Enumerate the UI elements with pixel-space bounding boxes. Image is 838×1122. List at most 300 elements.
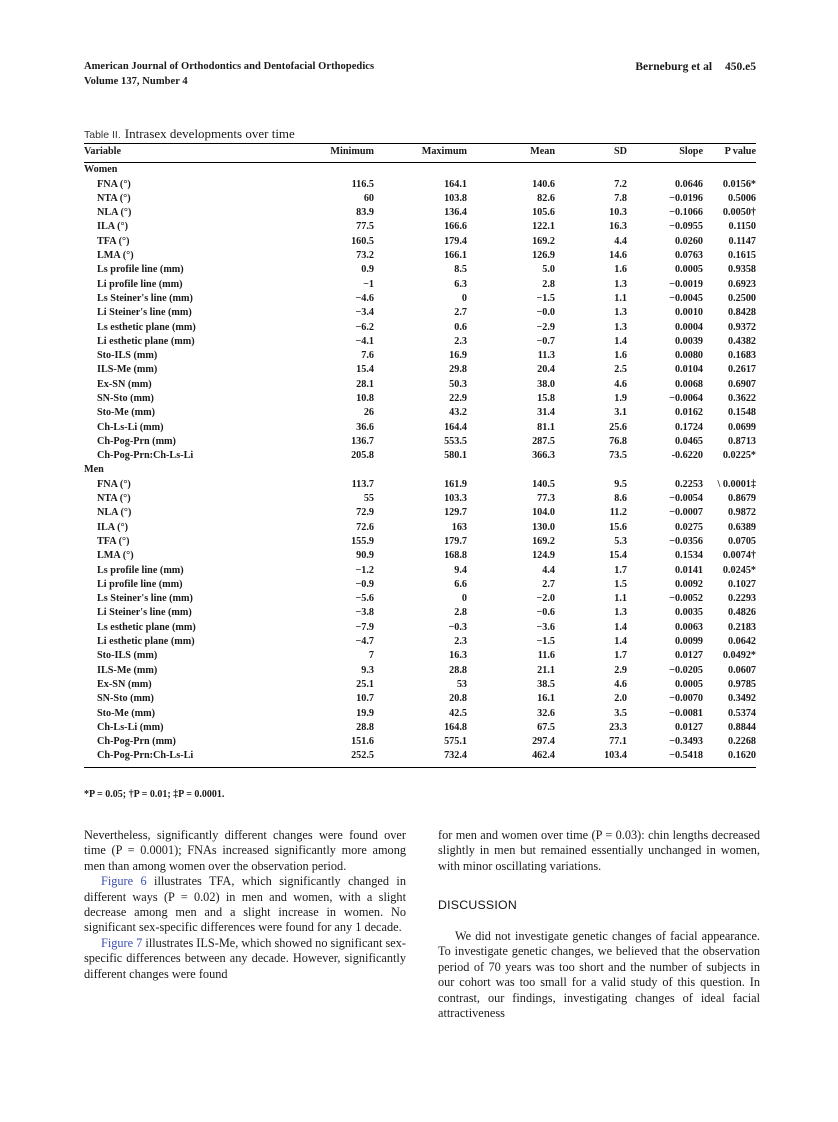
cell-p-value: 0.0642 [727, 636, 756, 648]
cell-p-value: 0.0156* [722, 178, 756, 190]
cell-sd: 4.4 [614, 235, 627, 247]
cell-mean: −2.0 [536, 593, 555, 605]
cell-minimum: −7.9 [355, 621, 374, 633]
cell-sd: 23.3 [609, 721, 627, 733]
table-row [84, 549, 756, 563]
cell-slope [627, 163, 703, 178]
cell-p-value: 0.5374 [727, 707, 756, 719]
cell-mean: 287.5 [532, 435, 555, 447]
cell-p-value: 0.6389 [727, 521, 756, 533]
cell-sd: 5.3 [614, 535, 627, 547]
cell-minimum: 73.2 [356, 250, 374, 262]
cell-sd: 1.7 [614, 564, 627, 576]
cell-variable: NLA (°) [97, 207, 132, 219]
cell-variable: FNA (°) [97, 178, 131, 190]
table-row [84, 706, 756, 720]
cell-slope: −0.0045 [669, 292, 703, 304]
column-header-p-value: P value [703, 144, 756, 163]
cell-minimum: 136.7 [351, 435, 374, 447]
cell-sd: 1.4 [614, 636, 627, 648]
cell-maximum: 22.9 [449, 393, 467, 404]
cell-p-value: 0.0074† [722, 550, 756, 562]
table-footnote: *P = 0.05; †P = 0.01; ‡P = 0.0001. [84, 789, 225, 800]
cell-slope: 0.0039 [674, 335, 703, 347]
cell-maximum: 2.3 [454, 335, 467, 347]
cell-minimum [284, 163, 374, 178]
cell-variable: Women [84, 164, 118, 176]
cell-variable: Ls esthetic plane (mm) [97, 621, 196, 633]
cell-minimum: 155.9 [351, 535, 374, 547]
cell-sd: 4.6 [614, 678, 627, 690]
cell-maximum: 28.8 [449, 664, 467, 676]
cell-variable: LMA (°) [97, 250, 134, 262]
cell-sd: 7.2 [614, 178, 627, 190]
table-body [84, 163, 756, 764]
cell-minimum: 55 [363, 493, 374, 505]
table-row [84, 664, 756, 678]
table-header [84, 144, 756, 163]
cell-p-value: 0.0225* [722, 450, 756, 462]
figure-7-link[interactable]: Figure 7 [101, 935, 143, 950]
cell-p-value: 0.4826 [727, 607, 756, 619]
cell-slope: 0.0099 [674, 636, 703, 648]
cell-variable: Ch-Pog-Prn (mm) [97, 736, 176, 748]
cell-variable: SN-Sto (mm) [97, 693, 154, 705]
cell-mean: 140.5 [532, 478, 555, 490]
cell-minimum: 19.9 [356, 707, 374, 719]
cell-mean: 105.6 [532, 207, 555, 219]
cell-p-value: 0.2293 [727, 593, 756, 605]
cell-maximum: 43.2 [449, 407, 467, 419]
cell-slope: -0.6220 [671, 450, 703, 462]
cell-variable: Ex-SN (mm) [97, 378, 152, 390]
paragraph-figure7 [84, 936, 406, 982]
cell-slope: 0.0275 [674, 521, 703, 533]
cell-sd: 1.9 [614, 393, 627, 404]
cell-maximum [374, 163, 467, 178]
cell-mean: −0.6 [536, 607, 555, 619]
table-title: Intrasex developments over time [124, 126, 295, 141]
column-header-mean: Mean [467, 144, 555, 163]
cell-p-value: 0.8713 [727, 435, 756, 447]
journal-volume: Volume 137, Number 4 [84, 75, 188, 87]
running-head [84, 60, 756, 89]
cell-mean: 67.5 [537, 721, 555, 733]
cell-mean: 11.6 [537, 650, 555, 662]
cell-slope: 0.0092 [674, 578, 703, 590]
cell-mean: 20.4 [537, 364, 555, 376]
table-row [84, 306, 756, 320]
cell-mean: 31.4 [537, 407, 555, 419]
cell-mean: 38.0 [537, 378, 555, 390]
cell-slope: −0.0054 [669, 493, 703, 505]
cell-maximum: 0 [461, 593, 467, 605]
cell-sd: 1.3 [614, 321, 627, 333]
cell-maximum: 580.1 [444, 450, 467, 462]
cell-minimum: 28.8 [356, 721, 374, 733]
cell-minimum: 90.9 [356, 550, 374, 562]
cell-minimum: 7 [368, 650, 374, 662]
cell-p-value: 0.9785 [727, 678, 756, 690]
cell-mean: 16.1 [537, 693, 555, 705]
cell-maximum: 179.7 [444, 535, 467, 547]
cell-p-value: 0.2183 [727, 621, 756, 633]
cell-slope: 0.0035 [674, 607, 703, 619]
cell-variable: NTA (°) [97, 493, 131, 505]
cell-slope: 0.0465 [674, 435, 703, 447]
cell-variable: Ls profile line (mm) [97, 564, 184, 576]
table-container [84, 143, 756, 768]
cell-minimum: 25.1 [356, 678, 374, 690]
table-row [84, 649, 756, 663]
cell-slope: 0.0068 [674, 378, 703, 390]
cell-sd: 1.5 [614, 578, 627, 590]
cell-mean: 11.3 [537, 350, 555, 362]
cell-slope: −0.0356 [669, 535, 703, 547]
cell-sd [555, 163, 627, 178]
cell-sd: 2.9 [614, 664, 627, 676]
cell-variable: Ch-Ls-Li (mm) [97, 421, 164, 433]
table-row [84, 206, 756, 220]
cell-mean: 140.6 [532, 178, 555, 190]
table-label: Table II. [84, 129, 121, 141]
cell-sd: 73.5 [609, 450, 627, 462]
cell-maximum: 161.9 [444, 478, 467, 490]
cell-minimum: −4.1 [355, 335, 374, 347]
cell-maximum: 103.8 [444, 192, 467, 204]
cell-slope: 0.1534 [674, 550, 703, 562]
table-row [84, 721, 756, 735]
cell-minimum: 252.5 [351, 750, 374, 762]
table-row [84, 249, 756, 263]
cell-sd: 2.0 [614, 693, 627, 705]
cell-slope: 0.0127 [674, 721, 703, 733]
cell-minimum: 83.9 [356, 207, 374, 219]
figure-6-link[interactable]: Figure 6 [101, 874, 147, 889]
cell-p-value: 0.2617 [727, 364, 756, 376]
cell-p-value: 0.0699 [727, 421, 756, 433]
cell-variable: Men [84, 464, 104, 476]
cell-mean: 130.0 [532, 521, 555, 533]
cell-sd: 1.6 [614, 264, 627, 276]
cell-minimum: 72.9 [356, 507, 374, 519]
cell-slope: −0.3493 [669, 736, 703, 748]
cell-variable: Sto-ILS (mm) [97, 650, 158, 662]
cell-variable: NTA (°) [97, 192, 131, 204]
cell-maximum: 163 [451, 521, 467, 533]
table-row [84, 521, 756, 535]
cell-sd: 103.4 [604, 750, 627, 762]
cell-mean: −0.0 [536, 307, 555, 319]
cell-maximum: 6.3 [454, 278, 467, 290]
cell-minimum: −4.6 [355, 292, 374, 304]
cell-slope: −0.0955 [669, 221, 703, 233]
cell-slope: 0.0162 [674, 407, 703, 419]
cell-minimum: 7.6 [361, 350, 374, 362]
table-row [84, 320, 756, 334]
table-row [84, 564, 756, 578]
column-header-slope: Slope [627, 144, 703, 163]
cell-p-value: 0.6923 [727, 278, 756, 290]
table-row [84, 749, 756, 763]
table-row [84, 278, 756, 292]
cell-slope: −0.0196 [669, 192, 703, 204]
cell-maximum: 20.8 [449, 693, 467, 705]
cell-maximum: 42.5 [449, 707, 467, 719]
cell-p-value: 0.1620 [727, 750, 756, 762]
cell-minimum: 10.7 [356, 693, 374, 705]
cell-sd: 1.7 [614, 650, 627, 662]
cell-maximum: 164.8 [444, 721, 467, 733]
cell-p-value [703, 463, 756, 477]
cell-maximum: 166.6 [444, 221, 467, 233]
cell-maximum: 8.5 [454, 264, 467, 276]
cell-p-value: 0.0050† [722, 207, 756, 219]
cell-slope: 0.0141 [674, 564, 703, 576]
cell-variable: LMA (°) [97, 550, 134, 562]
table-row [84, 678, 756, 692]
body-columns [84, 828, 760, 1021]
cell-variable: SN-Sto (mm) [97, 393, 154, 404]
right-column [438, 828, 760, 1021]
table-row [84, 578, 756, 592]
cell-sd: 3.5 [614, 707, 627, 719]
cell-mean: −2.9 [536, 321, 555, 333]
cell-minimum: 0.9 [361, 264, 374, 276]
cell-mean: 2.8 [542, 278, 555, 290]
cell-slope: 0.0080 [674, 350, 703, 362]
cell-slope: −0.0070 [669, 693, 703, 705]
cell-p-value: 0.8844 [727, 721, 756, 733]
cell-mean: 169.2 [532, 235, 555, 247]
paragraph-nevertheless: Nevertheless, significantly different changes were found over time (P = 0.0001); FNAs increased significantly more among men than among women over the observation period. [84, 828, 406, 873]
table-row [84, 621, 756, 635]
cell-maximum: 553.5 [444, 435, 467, 447]
cell-maximum: 168.8 [444, 550, 467, 562]
table-row [84, 435, 756, 449]
cell-maximum: 50.3 [449, 378, 467, 390]
paragraph-spacer [438, 914, 760, 929]
cell-sd: 7.8 [614, 192, 627, 204]
cell-maximum: 136.4 [444, 207, 467, 219]
cell-minimum: 10.8 [356, 393, 374, 404]
table-row [84, 406, 756, 420]
cell-mean: 81.1 [537, 421, 555, 433]
cell-sd: 16.3 [609, 221, 627, 233]
cell-variable: FNA (°) [97, 478, 131, 490]
column-header-variable: Variable [84, 144, 284, 163]
table-row [84, 635, 756, 649]
cell-slope: 0.0010 [674, 307, 703, 319]
cell-sd: 11.2 [609, 507, 627, 519]
table-row [84, 735, 756, 749]
cell-sd: 25.6 [609, 421, 627, 433]
cell-p-value: 0.1027 [727, 578, 756, 590]
table-row [84, 535, 756, 549]
cell-mean: −1.5 [536, 292, 555, 304]
cell-variable: Ls Steiner's line (mm) [97, 292, 193, 304]
table-header-row [84, 144, 756, 163]
cell-variable: ILS-Me (mm) [97, 664, 158, 676]
cell-variable: TFA (°) [97, 235, 130, 247]
section-heading-discussion: DISCUSSION [438, 898, 517, 913]
cell-mean [467, 463, 555, 477]
cell-maximum: 53 [456, 678, 467, 690]
cell-slope: −0.1066 [669, 207, 703, 219]
cell-slope: −0.0019 [669, 278, 703, 290]
table-row [84, 263, 756, 277]
cell-mean: 297.4 [532, 736, 555, 748]
cell-mean: 366.3 [532, 450, 555, 462]
cell-mean: 104.0 [532, 507, 555, 519]
cell-maximum: 16.3 [449, 650, 467, 662]
cell-sd: 8.6 [614, 493, 627, 505]
table-group-row [84, 163, 756, 178]
table-bottom-rule [84, 767, 756, 768]
journal-name: American Journal of Orthodontics and Dentofacial Orthopedics [84, 61, 375, 72]
cell-minimum: −5.6 [355, 593, 374, 605]
paragraph-discussion-1: We did not investigate genetic changes of facial appearance. To investigate genetic changes, we believed that the observation period of 70 years was too short and the number of subjects in our cohort was too small for a valid study of this question. In contrast, our findings, investigating changes of ideal facial attractiveness [438, 929, 760, 1021]
cell-minimum: −0.9 [355, 578, 374, 590]
cell-variable: Li profile line (mm) [97, 578, 183, 590]
cell-variable: Li profile line (mm) [97, 278, 183, 290]
cell-p-value: 0.9872 [727, 507, 756, 519]
cell-minimum: 205.8 [351, 450, 374, 462]
cell-variable: Ch-Pog-Prn (mm) [97, 435, 176, 447]
cell-mean: 4.4 [542, 564, 555, 576]
cell-sd: 1.1 [614, 292, 627, 304]
cell-slope [627, 463, 703, 477]
cell-p-value: 0.1615 [727, 250, 756, 262]
cell-p-value [703, 163, 756, 178]
cell-minimum: −3.8 [355, 607, 374, 619]
cell-mean: 21.1 [537, 664, 555, 676]
cell-slope: 0.0005 [674, 678, 703, 690]
cell-p-value: 0.3622 [727, 393, 756, 404]
journal-info [84, 60, 374, 89]
cell-slope: 0.0260 [674, 235, 703, 247]
cell-minimum: −4.7 [355, 636, 374, 648]
cell-slope: 0.1724 [674, 421, 703, 433]
cell-p-value: 0.3492 [727, 693, 756, 705]
cell-p-value: 0.1683 [727, 350, 756, 362]
cell-p-value: 0.2500 [727, 292, 756, 304]
cell-variable: ILA (°) [97, 221, 128, 233]
cell-sd: 14.6 [609, 250, 627, 262]
table-caption [84, 125, 756, 143]
table-row [84, 492, 756, 506]
cell-slope: 0.0104 [674, 364, 703, 376]
cell-sd: 1.3 [614, 307, 627, 319]
table-row [84, 178, 756, 192]
cell-maximum: 2.7 [454, 307, 467, 319]
cell-mean: 126.9 [532, 250, 555, 262]
cell-sd: 1.3 [614, 278, 627, 290]
cell-sd: 77.1 [609, 736, 627, 748]
cell-mean: 77.3 [537, 493, 555, 505]
cell-sd: 76.8 [609, 435, 627, 447]
cell-variable: Sto-ILS (mm) [97, 350, 158, 362]
table-row [84, 235, 756, 249]
cell-mean: 462.4 [532, 750, 555, 762]
cell-variable: Ex-SN (mm) [97, 678, 152, 690]
cell-sd: 15.6 [609, 521, 627, 533]
cell-variable: Li esthetic plane (mm) [97, 335, 195, 347]
cell-minimum: 151.6 [351, 736, 374, 748]
cell-sd [555, 463, 627, 477]
cell-maximum: 732.4 [444, 750, 467, 762]
cell-variable: Sto-Me (mm) [97, 407, 155, 419]
paragraph-figure6-text: illustrates TFA, which significantly changed in different ways (P = 0.02) in men and women, with a slight decrease among men and a slight increase in women. No significant sex-specific differences were found for any 1 decade. [84, 874, 406, 935]
paragraph-figure7-text: illustrates ILS-Me, which showed no significant sex-specific differences between any decade. However, significantly different changes were found [84, 935, 407, 981]
cell-sd: 1.4 [614, 621, 627, 633]
table-row [84, 692, 756, 706]
table-row [84, 335, 756, 349]
cell-maximum: 179.4 [444, 235, 467, 247]
cell-variable: ILA (°) [97, 521, 128, 533]
cell-maximum: −0.3 [448, 621, 467, 633]
cell-variable: Ch-Pog-Prn:Ch-Ls-Li [97, 750, 194, 762]
cell-minimum: 72.6 [356, 521, 374, 533]
cell-p-value: \ 0.0001‡ [717, 478, 756, 490]
cell-maximum: 0.6 [454, 321, 467, 333]
cell-p-value: 0.5006 [727, 192, 756, 204]
table-row [84, 392, 756, 406]
column-header-minimum: Minimum [284, 144, 374, 163]
cell-slope: 0.0763 [674, 250, 703, 262]
cell-p-value: 0.1548 [727, 407, 756, 419]
cell-minimum: 26 [363, 407, 374, 419]
cell-mean: 38.5 [537, 678, 555, 690]
cell-p-value: 0.1147 [728, 235, 756, 247]
cell-mean [467, 163, 555, 178]
cell-maximum: 575.1 [444, 736, 467, 748]
cell-minimum: −3.4 [355, 307, 374, 319]
cell-p-value: 0.8679 [727, 493, 756, 505]
cell-maximum: 164.1 [444, 178, 467, 190]
table-row [84, 606, 756, 620]
cell-variable: ILS-Me (mm) [97, 364, 158, 376]
left-column [84, 828, 406, 1021]
cell-minimum: 60 [363, 192, 374, 204]
table-row [84, 592, 756, 606]
cell-p-value: 0.0245* [722, 564, 756, 576]
cell-sd: 1.3 [614, 607, 627, 619]
cell-maximum: 164.4 [444, 421, 467, 433]
cell-minimum: 9.3 [361, 664, 374, 676]
cell-sd: 10.3 [609, 207, 627, 219]
cell-minimum: −6.2 [355, 321, 374, 333]
cell-p-value: 0.0607 [727, 664, 756, 676]
cell-maximum: 0 [461, 292, 467, 304]
cell-mean: 169.2 [532, 535, 555, 547]
cell-minimum: 77.5 [356, 221, 374, 233]
cell-minimum: −1.2 [355, 564, 374, 576]
cell-sd: 9.5 [614, 478, 627, 490]
cell-maximum: 6.6 [454, 578, 467, 590]
cell-mean: 32.6 [537, 707, 555, 719]
cell-maximum: 129.7 [444, 507, 467, 519]
cell-slope: −0.0205 [669, 664, 703, 676]
cell-sd: 3.1 [614, 407, 627, 419]
cell-maximum: 103.3 [444, 493, 467, 505]
cell-minimum [284, 463, 374, 477]
cell-variable: TFA (°) [97, 535, 130, 547]
column-header-maximum: Maximum [374, 144, 467, 163]
column-header-sd: SD [555, 144, 627, 163]
cell-p-value: 0.0705 [727, 535, 756, 547]
cell-slope: 0.0646 [674, 178, 703, 190]
